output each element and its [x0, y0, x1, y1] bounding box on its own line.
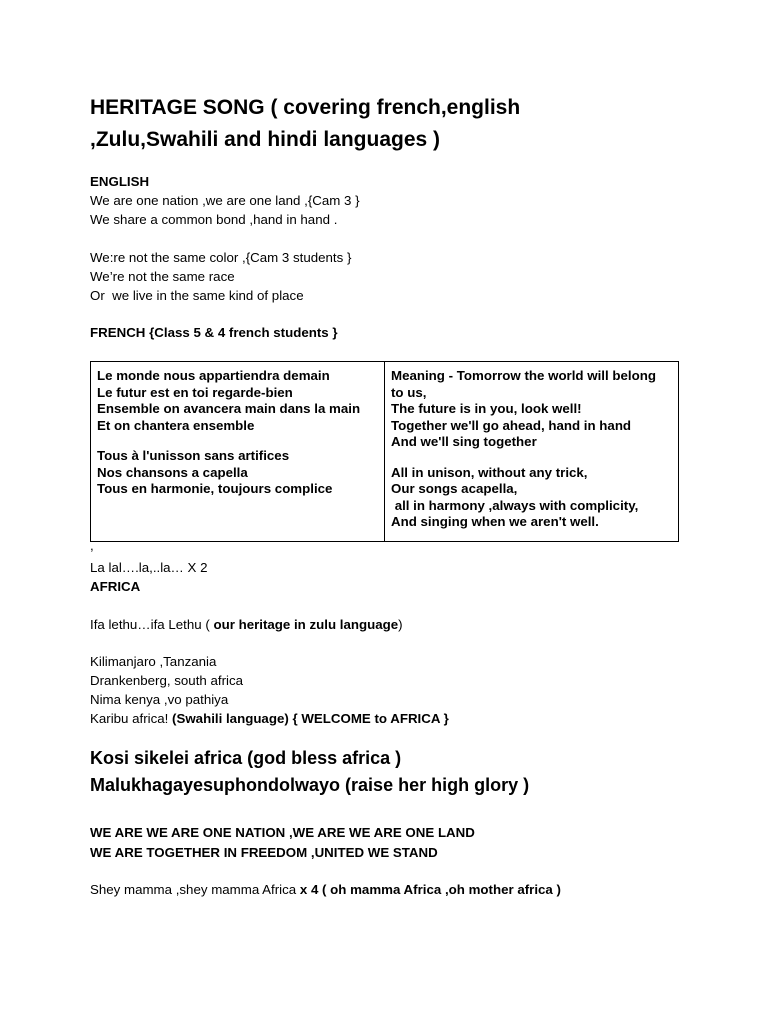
- zulu-line: [90, 615, 403, 634]
- karibu-text: Karibu africa!: [90, 711, 173, 726]
- place-line: Drankenberg, south africa: [90, 673, 243, 688]
- stanza-gap: [391, 451, 672, 465]
- stray-comma: ,: [90, 538, 94, 553]
- lala-section: [90, 558, 208, 596]
- shey-line: [90, 880, 561, 899]
- french-lyrics-cell: [91, 362, 385, 542]
- english-line: We share a common bond ,hand in hand .: [90, 212, 338, 227]
- french-line: Nos chansons a capella: [97, 464, 248, 480]
- chorus-section: [90, 823, 475, 863]
- karibu-line: [90, 709, 449, 728]
- english-heading: ENGLISH: [90, 174, 150, 189]
- zulu-text: Ifa lethu…ifa Lethu (: [90, 617, 214, 632]
- kosi-line: Malukhagayesuphondolwayo (raise her high glory ): [90, 775, 530, 795]
- place-line: Kilimanjaro ,Tanzania: [90, 654, 217, 669]
- french-line: Le monde nous appartiendra demain: [97, 368, 330, 383]
- french-translation-table: [90, 361, 679, 542]
- english-line: We:re not the same color ,{Cam 3 students }: [90, 250, 352, 265]
- stanza-gap: [97, 434, 378, 448]
- meaning-line: And we'll sing together: [391, 434, 537, 449]
- meaning-line: All in unison, without any trick,: [391, 464, 588, 480]
- shey-text: Shey mamma ,shey mamma Africa: [90, 882, 300, 897]
- zulu-note: our heritage in zulu language: [213, 617, 399, 632]
- meaning-line: The future is in you, look well!: [391, 401, 582, 416]
- meaning-line: to us,: [391, 384, 427, 400]
- kosi-line: Kosi sikelei africa (god bless africa ): [90, 748, 402, 768]
- meaning-line: all in harmony ,always with complicity,: [391, 497, 639, 513]
- chorus-line: WE ARE WE ARE ONE NATION ,WE ARE WE ARE ONE LAND: [90, 825, 475, 840]
- africa-heading: AFRICA: [90, 579, 141, 594]
- chorus-line: WE ARE TOGETHER IN FREEDOM ,UNITED WE STAND: [90, 845, 438, 860]
- english-line: We’re not the same race: [90, 269, 235, 284]
- english-line: [90, 229, 360, 248]
- karibu-note: (Swahili language) { WELCOME to AFRICA }: [172, 711, 449, 726]
- english-line: Or we live in the same kind of place: [90, 288, 304, 303]
- meaning-line: Our songs acapella,: [391, 481, 518, 496]
- places-section: [90, 652, 449, 728]
- english-line: We are one nation ,we are one land ,{Cam 3 }: [90, 193, 360, 208]
- french-line: Tous en harmonie, toujours complice: [97, 481, 333, 496]
- zulu-close: ): [398, 617, 403, 632]
- shey-note: x 4 ( oh mamma Africa ,oh mother africa ): [299, 882, 561, 897]
- english-section: [90, 172, 360, 305]
- french-line: Le futur est en toi regarde-bien: [97, 384, 293, 400]
- meaning-line: And singing when we aren't well.: [391, 514, 599, 529]
- french-line: Tous à l'unisson sans artifices: [97, 448, 290, 463]
- french-line: Et on chantera ensemble: [97, 417, 255, 433]
- meaning-line: Meaning - Tomorrow the world will belong: [391, 368, 656, 383]
- french-heading: FRENCH {Class 5 & 4 french students }: [90, 325, 338, 340]
- page-title: [90, 92, 650, 156]
- english-meaning-cell: [385, 362, 679, 542]
- table-row: [91, 362, 679, 542]
- place-line: Nima kenya ,vo pathiya: [90, 692, 229, 707]
- kosi-section: [90, 745, 529, 799]
- title-line: HERITAGE SONG ( covering french,english: [90, 96, 521, 119]
- title-line: ,Zulu,Swahili and hindi languages ): [90, 128, 441, 151]
- lala-line: La lal….la,..la… X 2: [90, 560, 208, 575]
- meaning-line: Together we'll go ahead, hand in hand: [391, 417, 632, 433]
- french-line: Ensemble on avancera main dans la main: [97, 401, 361, 416]
